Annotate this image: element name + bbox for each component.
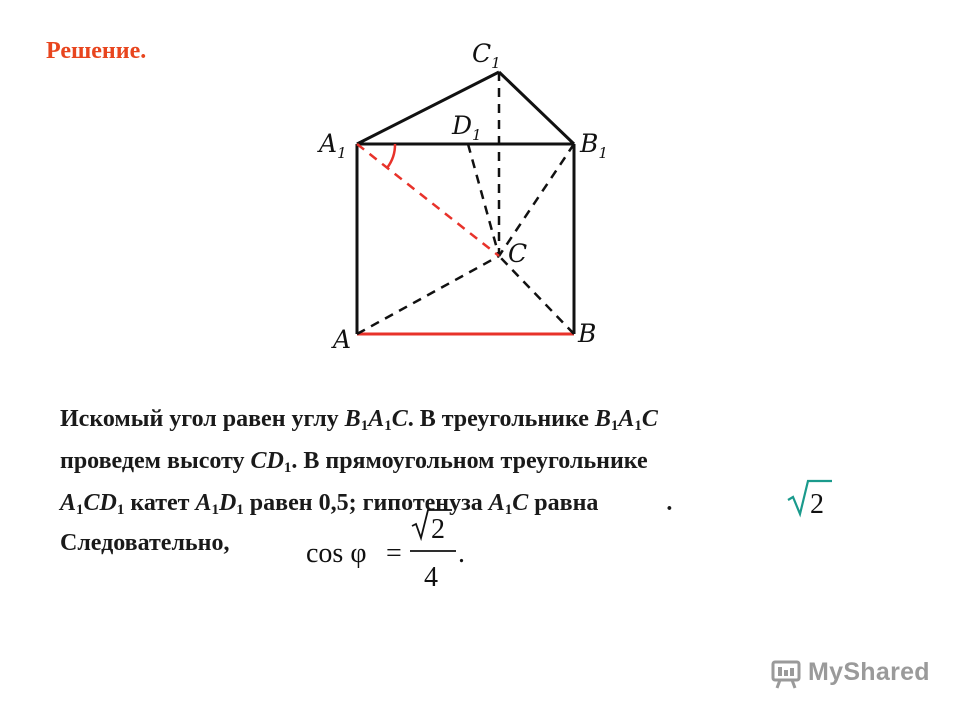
presentation-board-icon [770, 658, 802, 690]
math-var: B [594, 406, 611, 432]
label-c: C [508, 239, 528, 268]
edge-c1-b1 [499, 72, 574, 144]
solution-heading: Решение. [46, 38, 147, 64]
text-segment: . В прямоугольном треугольнике [291, 448, 648, 474]
text-segment: . [666, 490, 673, 516]
math-var: A [488, 490, 505, 516]
formula-end: . [458, 538, 465, 569]
math-sub: 1 [384, 418, 392, 434]
math-sub: 1 [76, 502, 84, 518]
formula-lhs: cos φ [306, 538, 367, 569]
formula-denominator: 4 [424, 562, 438, 592]
svg-text:C1 [472, 39, 501, 72]
label-a1-sub: 1 [337, 144, 347, 162]
edge-d1-c [468, 144, 499, 256]
text-segment: равен 0,5; гипотенуза [243, 490, 489, 516]
angle-arc [387, 144, 395, 168]
formula-numerator: 2 [431, 514, 445, 545]
label-b1-sub: 1 [598, 144, 608, 162]
math-sub: 1 [634, 418, 642, 434]
label-b: B [578, 319, 597, 348]
label-c1: C [472, 39, 492, 68]
math-var: A [60, 490, 77, 516]
sqrt-two-inline [786, 478, 836, 520]
math-var: A [618, 406, 635, 432]
math-var: D [218, 490, 237, 516]
math-sub: 1 [283, 460, 292, 476]
math-var: C [512, 490, 529, 516]
math-sub: 1 [211, 502, 219, 518]
math-var: CD [83, 490, 117, 516]
math-var: CD [250, 448, 284, 474]
svg-text:B1 [579, 129, 608, 162]
math-var: C [641, 406, 658, 432]
svg-text:A1 [317, 129, 347, 162]
math-var: A [368, 406, 385, 432]
text-line-2 [60, 440, 900, 482]
watermark-logo [770, 656, 930, 690]
svg-text:D1 [451, 111, 482, 144]
edge-a-c [357, 256, 499, 334]
sqrt-value: 2 [810, 489, 824, 520]
label-a: A [333, 325, 352, 354]
label-a1: A [319, 129, 338, 158]
cos-formula [300, 508, 480, 592]
text-segment: катет [124, 490, 196, 516]
math-sub: 1 [236, 502, 244, 518]
math-sub: 1 [116, 502, 125, 518]
solution-text [60, 398, 900, 524]
edge-a1-c [357, 144, 499, 256]
math-var: A [195, 490, 212, 516]
text-segment: Искомый угол равен углу [60, 406, 345, 432]
math-var: B [344, 406, 361, 432]
conclusion-label: Следовательно, [60, 530, 230, 556]
label-c1-sub: 1 [491, 54, 501, 72]
label-b1: B [580, 129, 599, 158]
formula-eq: = [386, 538, 402, 569]
math-sub: 1 [504, 502, 513, 518]
math-sub: 1 [610, 418, 619, 434]
label-d1: D [452, 111, 473, 140]
text-segment: равна [528, 490, 599, 516]
math-sub: 1 [360, 418, 369, 434]
math-var: C [391, 406, 408, 432]
text-line-1 [60, 398, 900, 440]
text-segment: . В треугольнике [407, 406, 595, 432]
watermark-text: MyShared [808, 658, 930, 686]
text-segment: проведем высоту [60, 448, 251, 474]
label-d1-sub: 1 [472, 126, 482, 144]
text-line-3 [60, 482, 900, 524]
